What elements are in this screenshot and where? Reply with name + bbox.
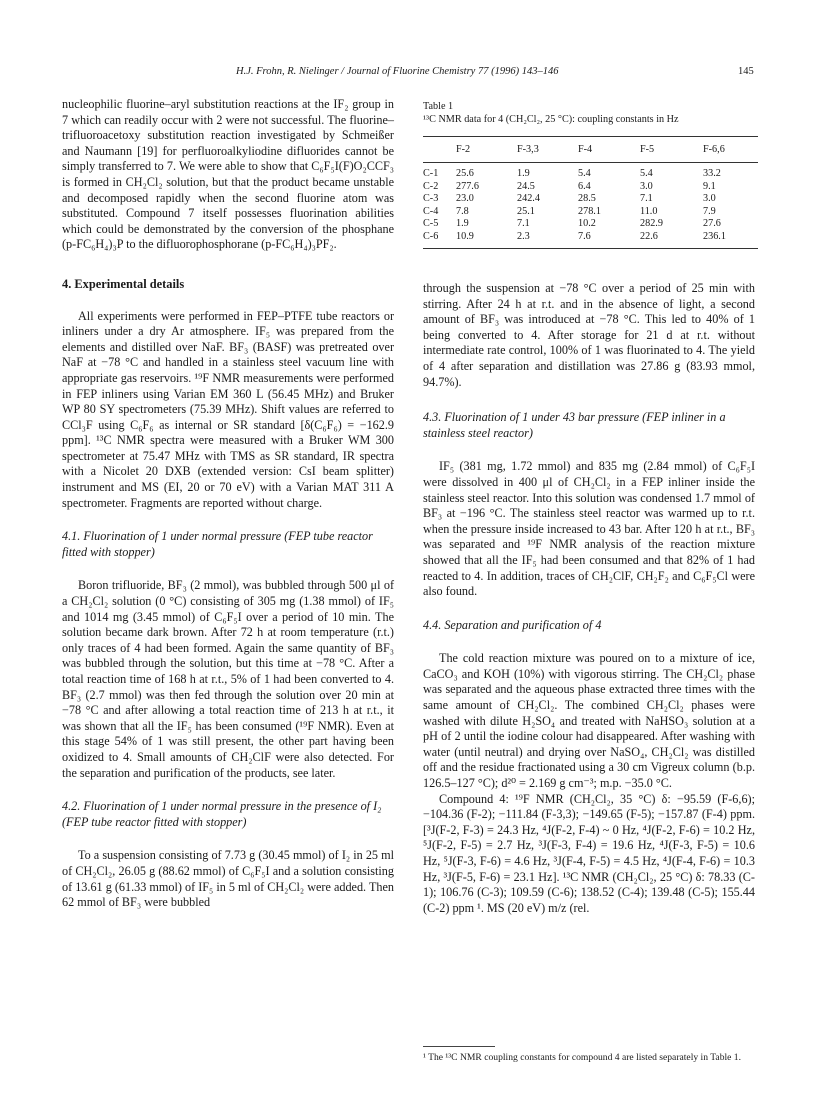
table-cell: 5.4 <box>640 168 653 179</box>
table-cell: 282.9 <box>640 218 663 230</box>
table-cell: 7.9 <box>703 205 716 217</box>
subsection-heading-4-2: 4.2. Fluorination of 1 under normal pressure in the presence of I₂ (FEP tube reactor fitted with stopper) <box>62 799 382 829</box>
table-cell: C-5 <box>423 218 439 230</box>
table-cell: 2.3 <box>517 231 578 248</box>
paragraph-4-1: Boron trifluoride, BF₃ (2 mmol), was bubbled through 500 μl of a CH₂Cl₂ solution (0 °C) consisting of 305 mg (1.38 mmol) of IF₅ and 1014 mg (3.45 mmol) of C₆F₅I over a period of 10 min. The solution became dark brown. After 72 h at room temperature (r.t.) only traces of 4 had been formed. Again the same quantity of BF₃ was bubbled through the solution, but this time at −78 °C. After a total reaction time of 168 h at r.t., 5% of 1 had been converted to 4. BF₃ (2.7 mmol) was then fed through the solution over 20 min at −78 °C and after allowing a total reaction time of 213 h at r.t., it was shown that all the IF₅ has been consumed (¹⁹F NMR). Even at this stage 54% of 1 was still present, the other part having been oxidized to 4. Small amounts of CH₂ClF were also detected. For the separation and purification of the products, see later. <box>62 578 394 780</box>
table-cell: 28.5 <box>578 193 596 205</box>
column-header: F-2 <box>456 137 517 163</box>
table-cell: 27.6 <box>703 218 721 230</box>
table-row <box>423 218 758 231</box>
footnote: ¹ The ¹³C NMR coupling constants for compound 4 are listed separately in Table 1. <box>423 1052 742 1063</box>
table-label: Table 1 <box>423 101 454 112</box>
table-cell: 7.8 <box>456 205 469 217</box>
table-cell: 11.0 <box>640 205 658 217</box>
column-header: F-5 <box>640 137 703 163</box>
table-cell: 1.9 <box>456 218 469 230</box>
table-cell: 7.1 <box>640 193 653 205</box>
table-cell: 25.6 <box>456 168 474 179</box>
table-cell: C-2 <box>423 180 439 192</box>
table-cell: 22.6 <box>640 231 703 248</box>
running-head: H.J. Frohn, R. Nielinger / Journal of Fluorine Chemistry 77 (1996) 143–146 <box>236 66 559 77</box>
subsection-heading-4-4: 4.4. Separation and purification of 4 <box>423 617 602 632</box>
paragraph-compound-4-data: Compound 4: ¹⁹F NMR (CH₂Cl₂, 35 °C) δ: −95.59 (F-6,6); −104.36 (F-2); −111.84 (F-3,3); −149.65 (F-5); −157.87 (F-4) ppm. [³J(F-2, F-3) = 24.3 Hz, ⁴J(F-2, F-4) ~ 0 Hz, ⁴J(F-2, F-6) = 10.2 Hz, ⁵J(F-2, F-5) = 2.7 Hz, ³J(F-3, F-4) = 19.6 Hz, ⁴J(F-3, F-5) = 10.6 Hz, ⁵J(F-3, F-6) = 4.6 Hz, ³J(F-4, F-5) = 4.5 Hz, ⁴J(F-4, F-6) = 10.3 Hz, ³J(F-5, F-6) = 23.1 Hz]. ¹³C NMR (CH₂Cl₂, 25 °C) δ: 78.33 (C-1); 106.76 (C-3); 109.59 (C-6); 138.52 (C-4); 139.48 (C-5); 155.44 (C-2) ppm ¹. MS (20 eV) m/z (rel. <box>423 791 755 915</box>
paragraph-4-2: To a suspension consisting of 7.73 g (30.45 mmol) of I₂ in 25 ml of CH₂Cl₂, 26.05 g (88.62 mmol) of C₆F₅I and a solution consisting of 13.61 g (61.33 mmol) of IF₅ in 5 ml of CH₂Cl₂ were added. Then 62 mmol of BF₃ were bubbled <box>62 848 394 910</box>
paragraph-4-3: IF₅ (381 mg, 1.72 mmol) and 835 mg (2.84 mmol) of C₆F₅I were dissolved in 400 μl of CH₂Cl₂ in a FEP inliner inside the stainless steel reactor. Into this solution was condensed 1.7 mmol of BF₃ at −196 °C. The stainless steel reactor was warmed up to r.t. when the pressure inside increased to 43 bar. After 120 h at r.t., BF₃ was separated and ¹⁹F NMR analysis of the reaction mixture showed that all the IF₅ had been consumed and that 82% of 1 had reacted to 4. In addition, traces of CH₂ClF, CH₂F₂ and C₆F₅Cl were also found. <box>423 459 755 599</box>
page-number: 145 <box>738 66 754 77</box>
section-heading-experimental: 4. Experimental details <box>62 276 185 291</box>
column-header: F-6,6 <box>703 137 758 163</box>
running-header <box>0 66 815 82</box>
table-cell: 5.4 <box>578 168 591 179</box>
table-cell: 25.1 <box>517 205 535 217</box>
paragraph-4-4: The cold reaction mixture was poured on to a mixture of ice, CaCO₃ and KOH (10%) with vigorous stirring. The CH₂Cl₂ phase was separated and the aqueous phase extracted three times with the same amount of CH₂Cl₂. The combined CH₂Cl₂ phases were washed with dilute H₂SO₄ and treated with NaHSO₃ solution at a pH of 2 until the iodine colour had disappeared. After washing with water (until neutral) and drying over NaSO₄, CH₂Cl₂ was distilled off and the residue fractionated using a 30 cm Vigreux column (b.p. 126.5–127 °C); d²⁰ = 2.169 g cm⁻³; m.p. −35.0 °C. <box>423 651 755 791</box>
right-column <box>423 281 755 916</box>
table-cell: 10.9 <box>456 231 517 248</box>
table-cell: 3.0 <box>703 193 716 205</box>
column-header: F-4 <box>578 137 640 163</box>
table-header-row <box>423 137 758 163</box>
subsection-heading-4-1: 4.1. Fluorination of 1 under normal pressure (FEP tube reactor fitted with stopper) <box>62 529 373 559</box>
table-cell: 10.2 <box>578 218 596 230</box>
paragraph-general: All experiments were performed in FEP–PTFE tube reactors or inliners under a dry Ar atmosphere. IF₅ was prepared from the elements and distilled over NaF. BF₃ (BASF) was pretreated over NaF at −78 °C and handled in a stainless steel vacuum line with appropriate gas reservoirs. ¹⁹F NMR measurements were performed in FEP inliners using Varian EM 360 L (56.45 MHz) and Bruker WP 80 SY spectrometers (75.39 MHz). Shift values are referred to CCl₃F using C₆F₆ as internal or SR standard [δ(C₆F₆) = −162.9 ppm]. ¹³C NMR spectra were measured with a Bruker WM 300 spectrometer at 75.47 MHz with TMS as SR standard, IR spectra with a Nicolet 20 DXB (extended version: CsI beam splitter) instrument and MS (EI, 20 or 70 eV) with a Varian MAT 311 A spectrometer. Fragments are reported without charge. <box>62 308 394 510</box>
table-cell: 242.4 <box>517 193 540 205</box>
table-cell: 6.4 <box>578 180 591 192</box>
table-cell: 7.6 <box>578 231 640 248</box>
paragraph-intro: nucleophilic fluorine–aryl substitution reactions at the IF₂ group in 7 which can readily occur with 2 were not successful. The fluorine–trifluoroacetoxy substitution reaction investigated by Schmeißer and Naumann [19] for perfluoroalkyliodine difluorides cannot be simply transferred to 7. We were able to show that C₆F₅I(F)O₂CCF₃ is formed in CH₂Cl₂ solution, but that the product became unstable and decomposed rapidly when the second fluorine atom was substituted. Compound 7 itself possesses fluorination abilities which could be demonstrated by the conversion of the phosphane (p-FC₆H₄)₃P to the difluorophosphorane (p-FC₆H₄)₃PF₂. <box>62 97 394 252</box>
table-cell: 33.2 <box>703 168 721 179</box>
table-cell: 236.1 <box>703 231 758 248</box>
column-header: F-3,3 <box>517 137 578 163</box>
table-cell: 3.0 <box>640 180 653 192</box>
table-cell: 277.6 <box>456 180 479 192</box>
table-row <box>423 163 758 181</box>
table-row <box>423 181 758 194</box>
table-cell: C-6 <box>423 231 456 248</box>
table-caption: ¹³C NMR data for 4 (CH₂Cl₂, 25 °C): coupling constants in Hz <box>423 114 679 125</box>
table-row <box>423 206 758 219</box>
nmr-coupling-table <box>423 136 758 249</box>
table-cell: 23.0 <box>456 193 474 205</box>
table-cell: C-4 <box>423 205 439 217</box>
table-cell: 278.1 <box>578 205 601 217</box>
table-cell: 1.9 <box>517 168 530 179</box>
table-cell: C-3 <box>423 193 439 205</box>
table-cell: C-1 <box>423 168 439 179</box>
table-1 <box>423 100 758 249</box>
table-cell: 7.1 <box>517 218 530 230</box>
left-column <box>62 97 394 911</box>
paragraph-4-2-continued: through the suspension at −78 °C over a period of 25 min with stirring. After 24 h at r.t. and in the absence of light, a second amount of BF₃ was introduced at −78 °C. This led to 40% of 1 being converted to 4. After storage for 21 d at r.t. without intermediate rate control, 100% of 1 was fluorinated to 4. The yield of 4 after separation and distillation was 27.86 g (83.93 mmol, 94.7%). <box>423 281 755 389</box>
column-header <box>423 137 456 163</box>
subsection-heading-4-3: 4.3. Fluorination of 1 under 43 bar pressure (FEP inliner in a stainless steel reactor) <box>423 410 726 440</box>
footnote-rule <box>423 1046 495 1047</box>
table-row <box>423 231 758 248</box>
table-cell: 24.5 <box>517 180 535 192</box>
table-row <box>423 193 758 206</box>
table-cell: 9.1 <box>703 180 716 192</box>
